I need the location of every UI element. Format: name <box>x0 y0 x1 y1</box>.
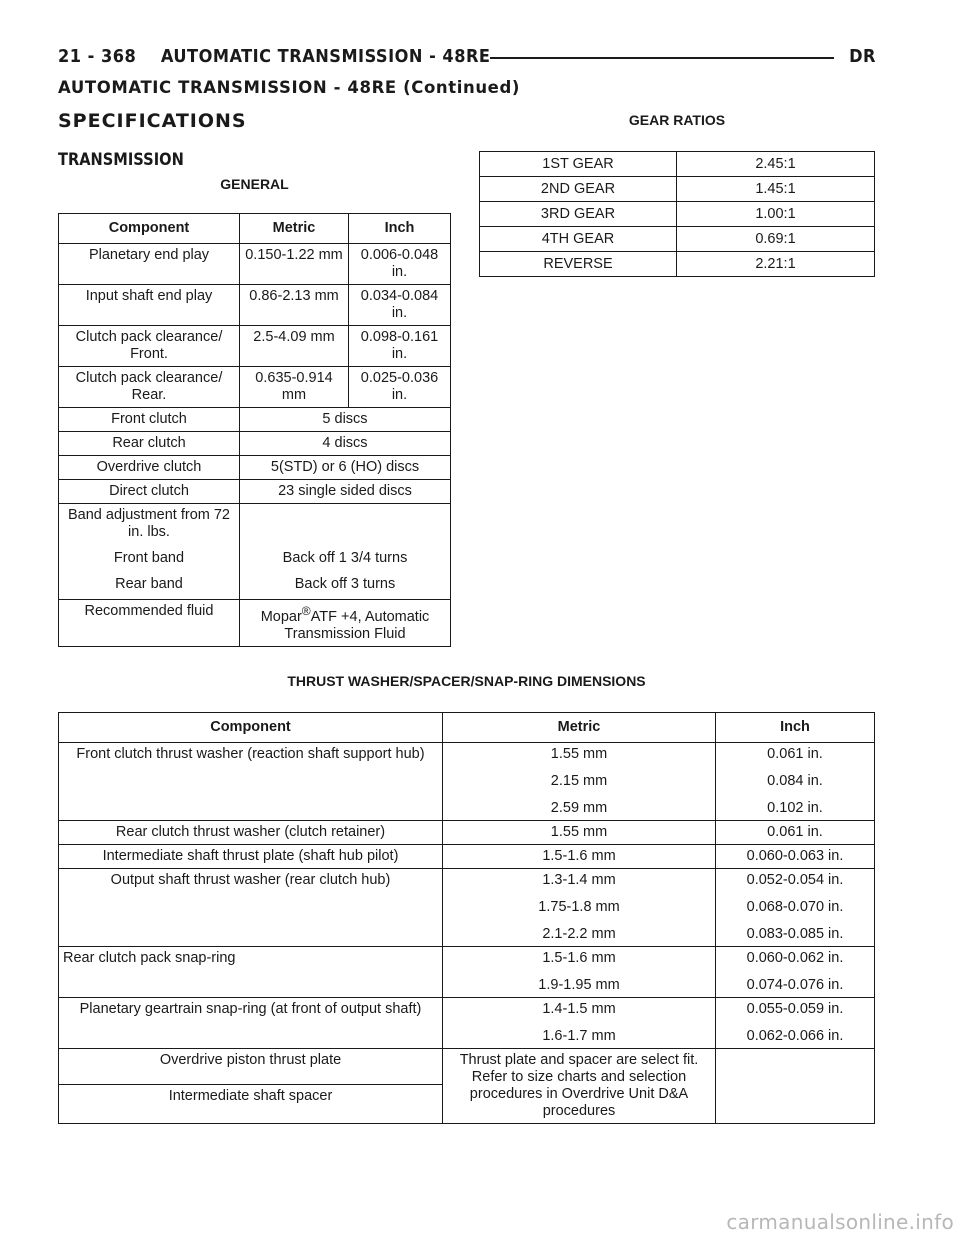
inch-cell <box>716 947 875 998</box>
metric-value: 2.15 mm <box>550 773 608 789</box>
component-cell: Planetary geartrain snap-ring (at front of output shaft) <box>59 998 443 1049</box>
metric-value: 1.4-1.5 mm <box>542 1001 616 1017</box>
table-row <box>59 821 875 845</box>
inch-cell: 0.034-0.084 in. <box>349 285 451 326</box>
column-header: Inch <box>716 713 875 743</box>
ratio-cell: 1.00:1 <box>677 202 875 227</box>
value-cell: Back off 3 turns <box>240 573 451 600</box>
metric-cell <box>443 998 716 1049</box>
metric-value: 1.5-1.6 mm <box>542 950 616 966</box>
table-header-row <box>59 713 875 743</box>
column-header: Component <box>59 214 240 244</box>
inch-value: 0.052-0.054 in. <box>746 872 844 888</box>
table-row <box>59 285 451 326</box>
model-code: DR <box>849 46 876 67</box>
table-row <box>59 1049 875 1085</box>
metric-value: 2.59 mm <box>550 800 608 816</box>
table-row <box>59 456 451 480</box>
value-cell: 4 discs <box>240 432 451 456</box>
component-cell: Output shaft thrust washer (rear clutch hub) <box>59 869 443 947</box>
component-cell: Rear clutch <box>59 432 240 456</box>
inch-cell: 0.098-0.161 in. <box>349 326 451 367</box>
page-header-left <box>58 46 491 67</box>
component-cell: Intermediate shaft thrust plate (shaft hub pilot) <box>59 845 443 869</box>
table-header-row <box>59 214 451 244</box>
value-cell <box>240 600 451 647</box>
table-row <box>480 252 875 277</box>
column-header: Metric <box>240 214 349 244</box>
table-row <box>59 869 875 947</box>
ratio-cell: 2.45:1 <box>677 152 875 177</box>
gear-ratios-table <box>479 151 875 277</box>
table-row <box>59 408 451 432</box>
component-cell: Clutch pack clearance/ Rear. <box>59 367 240 408</box>
table-row <box>59 480 451 504</box>
gear-cell: 4TH GEAR <box>480 227 677 252</box>
empty-cell <box>240 504 451 548</box>
column-header: Metric <box>443 713 716 743</box>
metric-value: 1.55 mm <box>550 746 608 762</box>
inch-value: 0.062-0.066 in. <box>746 1028 844 1044</box>
table-row <box>59 504 451 548</box>
metric-cell: 2.5-4.09 mm <box>240 326 349 367</box>
inch-cell <box>716 743 875 821</box>
column-header: Component <box>59 713 443 743</box>
component-cell: Intermediate shaft spacer <box>59 1085 443 1124</box>
table-row <box>59 947 875 998</box>
metric-value: 1.75-1.8 mm <box>538 899 620 915</box>
empty-cell <box>716 1049 875 1124</box>
inch-cell <box>716 998 875 1049</box>
inch-cell: 0.025-0.036 in. <box>349 367 451 408</box>
gear-cell: 2ND GEAR <box>480 177 677 202</box>
component-cell: Direct clutch <box>59 480 240 504</box>
table-row <box>480 177 875 202</box>
inch-value: 0.061 in. <box>767 746 823 762</box>
inch-cell <box>716 869 875 947</box>
inch-value: 0.083-0.085 in. <box>746 926 844 942</box>
component-cell: Front clutch <box>59 408 240 432</box>
table-row <box>59 367 451 408</box>
inch-value: 0.084 in. <box>767 773 823 789</box>
watermark: carmanualsonline.info <box>726 1210 954 1234</box>
value-cell: 23 single sided discs <box>240 480 451 504</box>
gear-cell: 3RD GEAR <box>480 202 677 227</box>
inch-value: 0.068-0.070 in. <box>746 899 844 915</box>
thrust-washer-table <box>58 712 875 1124</box>
table-row <box>480 202 875 227</box>
inch-cell: 0.006-0.048 in. <box>349 244 451 285</box>
table-row <box>59 845 875 869</box>
header-rule <box>490 57 834 59</box>
metric-value: 1.6-1.7 mm <box>542 1028 616 1044</box>
component-cell: Planetary end play <box>59 244 240 285</box>
value-cell: 5(STD) or 6 (HO) discs <box>240 456 451 480</box>
gear-ratios-caption: GEAR RATIOS <box>628 112 726 128</box>
ratio-cell: 2.21:1 <box>677 252 875 277</box>
fluid-spec: ATF +4, Automatic Transmission Fluid <box>284 608 430 642</box>
table-row <box>59 573 451 600</box>
page-number: 21 - 368 <box>58 46 137 67</box>
table-row <box>59 547 451 573</box>
value-cell: 5 discs <box>240 408 451 432</box>
component-cell: Input shaft end play <box>59 285 240 326</box>
metric-cell: 0.86-2.13 mm <box>240 285 349 326</box>
inch-value: 0.055-0.059 in. <box>746 1001 844 1017</box>
table-row <box>480 227 875 252</box>
metric-cell <box>443 947 716 998</box>
metric-value: 1.9-1.95 mm <box>538 977 620 993</box>
inch-value: 0.102 in. <box>767 800 823 816</box>
metric-cell <box>443 743 716 821</box>
ratio-cell: 0.69:1 <box>677 227 875 252</box>
brand-name: Mopar <box>260 608 302 625</box>
gear-cell: REVERSE <box>480 252 677 277</box>
band-heading-cell: Band adjustment from 72 in. lbs. <box>59 504 240 548</box>
table-row <box>59 244 451 285</box>
metric-cell <box>443 869 716 947</box>
component-cell: Rear clutch pack snap-ring <box>59 947 443 998</box>
thrust-caption: THRUST WASHER/SPACER/SNAP-RING DIMENSIONS <box>287 673 646 689</box>
component-cell: Overdrive piston thrust plate <box>59 1049 443 1085</box>
value-cell: Back off 1 3/4 turns <box>240 547 451 573</box>
metric-cell: 1.55 mm <box>443 821 716 845</box>
specifications-title: SPECIFICATIONS <box>58 110 247 132</box>
gear-cell: 1ST GEAR <box>480 152 677 177</box>
inch-value: 0.060-0.062 in. <box>746 950 844 966</box>
inch-cell: 0.060-0.063 in. <box>716 845 875 869</box>
table-row <box>59 998 875 1049</box>
component-cell: Overdrive clutch <box>59 456 240 480</box>
component-cell: Front band <box>59 547 240 573</box>
table-row <box>480 152 875 177</box>
ratio-cell: 1.45:1 <box>677 177 875 202</box>
table-row <box>59 326 451 367</box>
general-caption: GENERAL <box>220 176 289 192</box>
metric-value: 2.1-2.2 mm <box>542 926 616 942</box>
metric-cell: 0.150-1.22 mm <box>240 244 349 285</box>
inch-cell: 0.061 in. <box>716 821 875 845</box>
component-cell: Rear clutch thrust washer (clutch retainer) <box>59 821 443 845</box>
table-row <box>59 743 875 821</box>
component-cell: Rear band <box>59 573 240 600</box>
general-spec-table <box>58 213 451 647</box>
page-header <box>58 44 876 72</box>
metric-cell: 0.635-0.914 mm <box>240 367 349 408</box>
section-title: AUTOMATIC TRANSMISSION - 48RE <box>160 46 491 67</box>
metric-value: 1.3-1.4 mm <box>542 872 616 888</box>
continued-title: AUTOMATIC TRANSMISSION - 48RE (Continued) <box>58 78 521 97</box>
table-row <box>59 432 451 456</box>
component-cell: Front clutch thrust washer (reaction shaft support hub) <box>59 743 443 821</box>
metric-cell: 1.5-1.6 mm <box>443 845 716 869</box>
transmission-title: TRANSMISSION <box>58 150 184 170</box>
select-fit-note: Thrust plate and spacer are select fit. Refer to size charts and selection procedures in Overdrive Unit D&A procedures <box>443 1049 716 1124</box>
registered-mark: ® <box>301 604 311 618</box>
inch-value: 0.074-0.076 in. <box>746 977 844 993</box>
column-header: Inch <box>349 214 451 244</box>
component-cell: Clutch pack clearance/ Front. <box>59 326 240 367</box>
table-row <box>59 600 451 647</box>
component-cell: Recommended fluid <box>59 600 240 647</box>
